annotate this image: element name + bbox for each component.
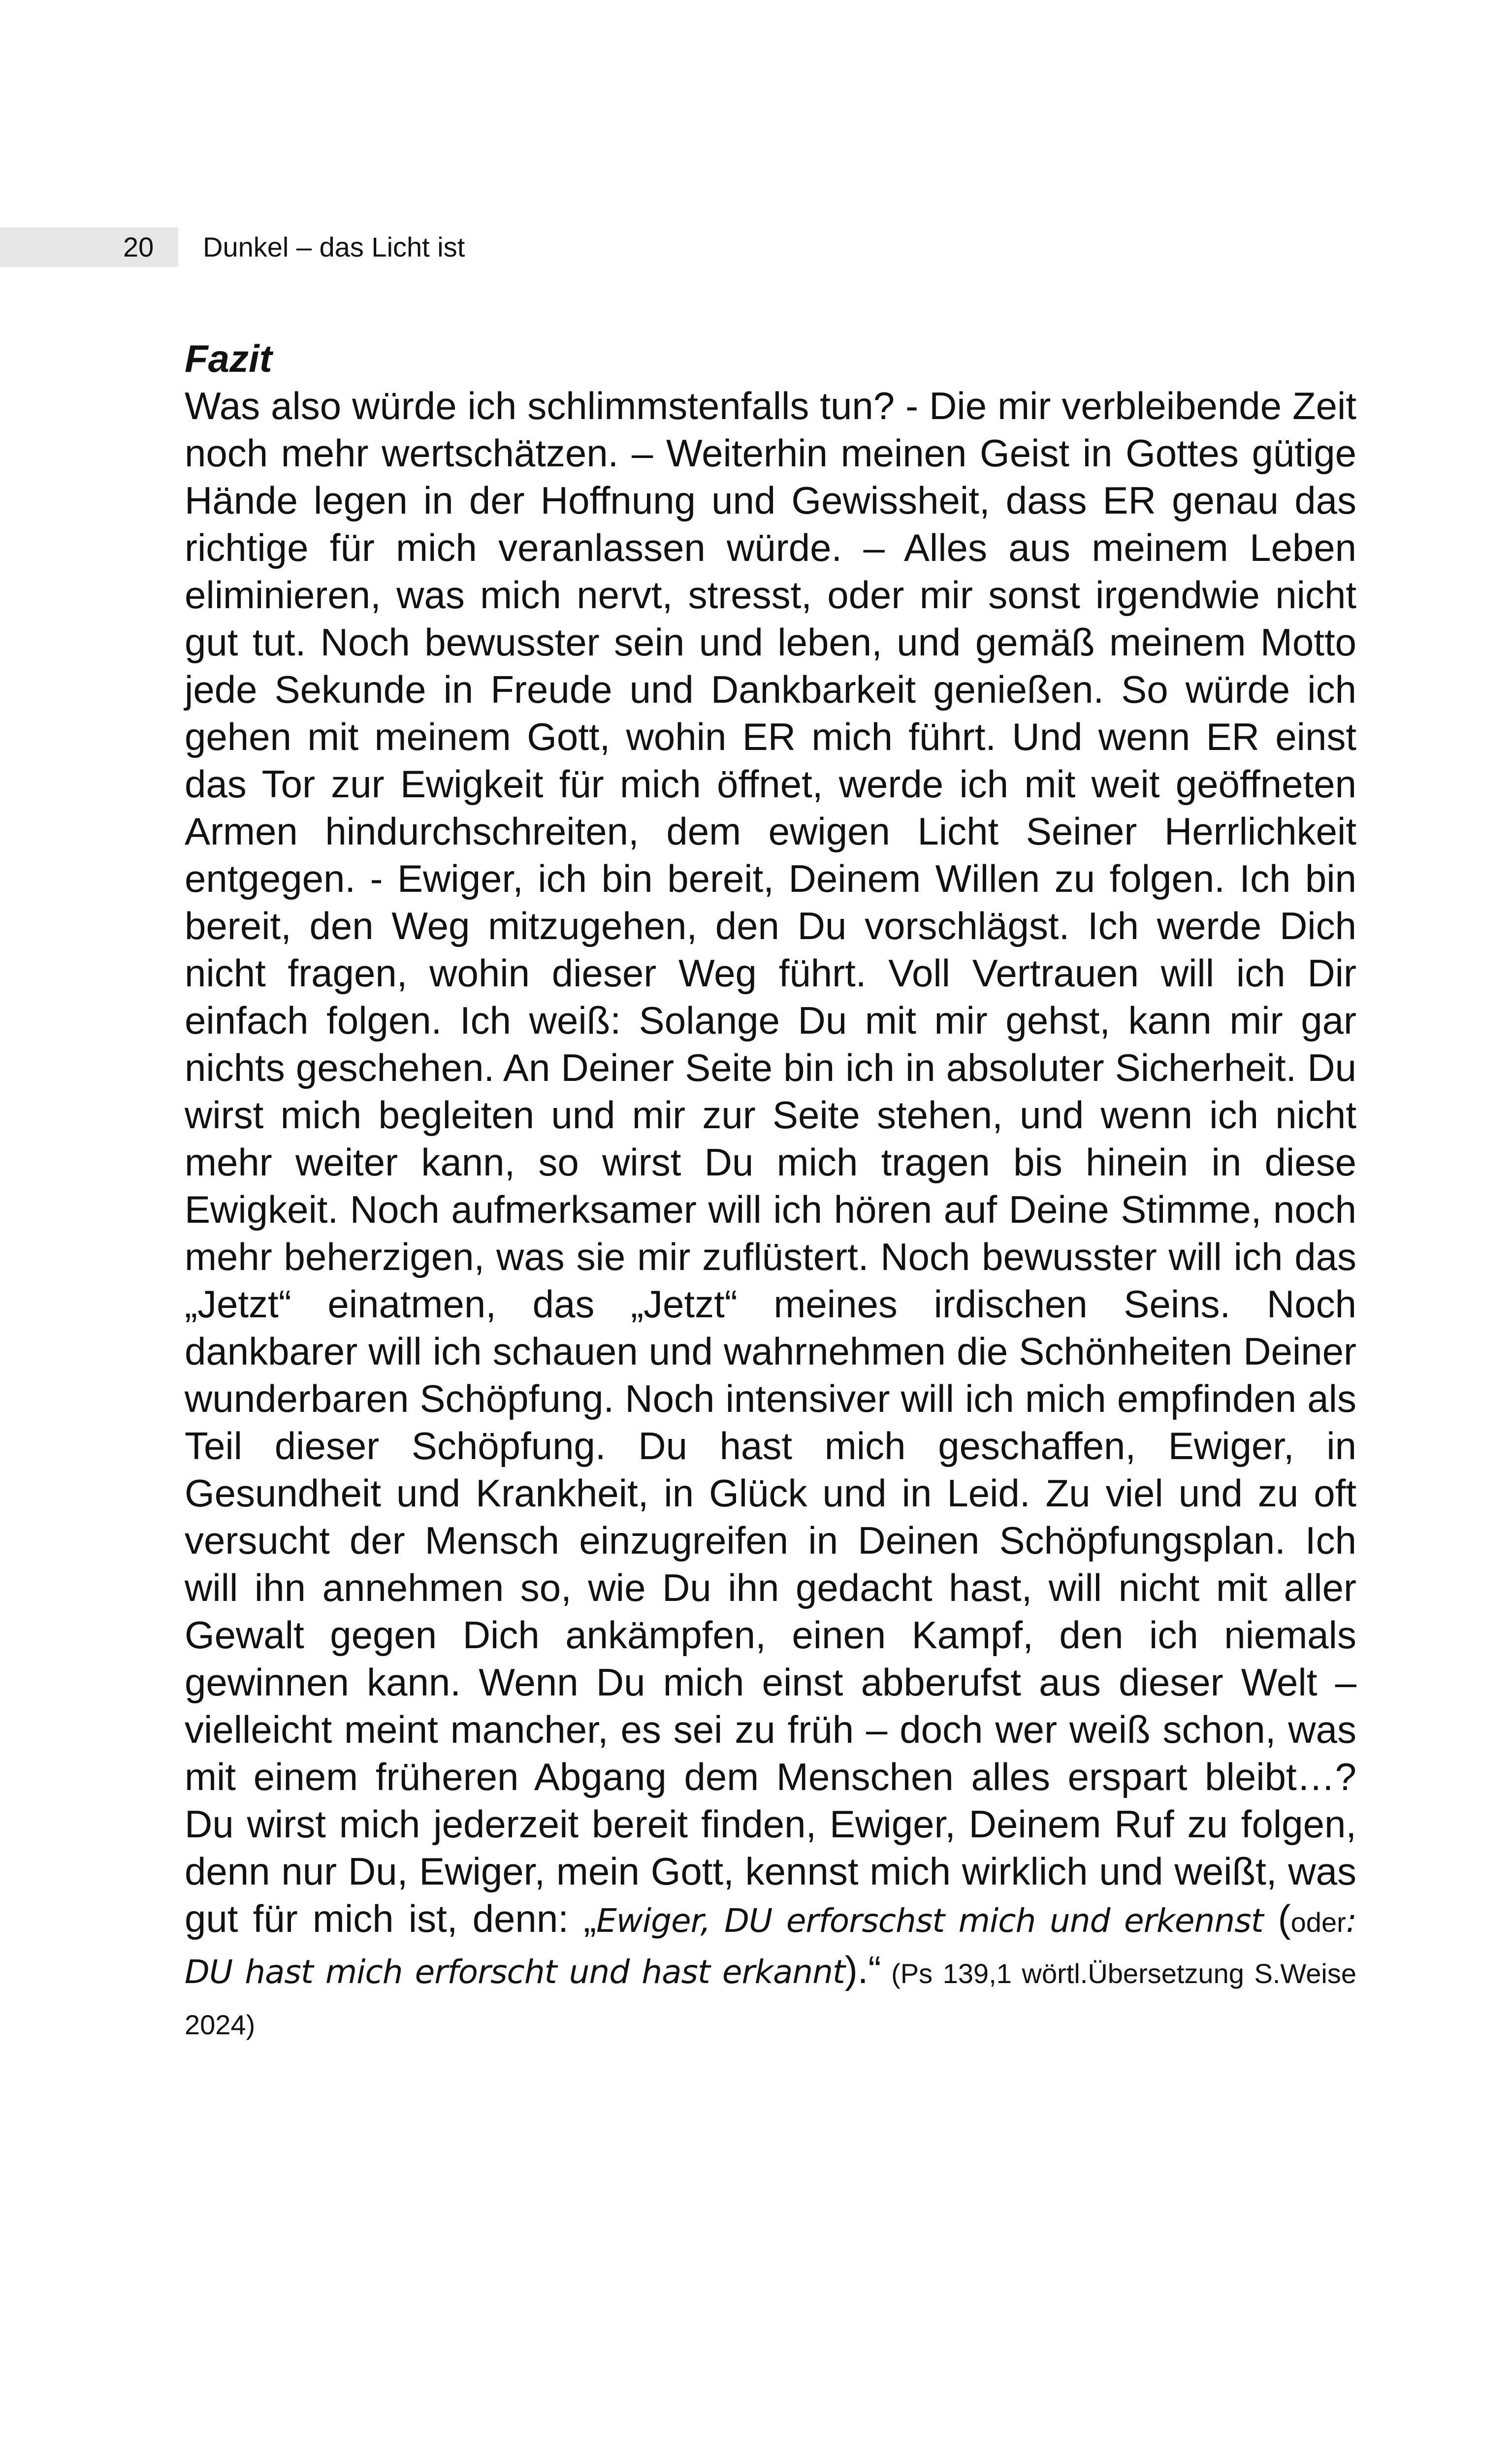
paren-close: ).“: [844, 1948, 881, 1991]
section-title: Fazit: [185, 337, 272, 380]
body-text: Was also würde ich schlimmstenfalls tun? - Die mir verbleibende Zeit noch mehr wertschätzen. – Weiterhin meinen Geist in Gottes gütige Hände legen in der Hoffnung und Gewissheit, dass ER genau das richtige für mich veranlassen würde. – Alles aus meinem Leben eliminieren, was mich nervt, stresst, oder mir sonst irgendwie nicht gut tut. Noch bewusster sein und leben, und gemäß meinem Motto jede Sekunde in Freude und Dankbarkeit genießen. So würde ich gehen mit meinem Gott, wohin ER mich führt. Und wenn ER einst das Tor zur Ewigkeit für mich öffnet, werde ich mit weit geöffneten Armen hindurchschreiten, dem ewigen Licht Seiner Herrlichkeit entgegen. - Ewiger, ich bin bereit, Deinem Willen zu folgen. Ich bin bereit, den Weg mitzugehen, den Du vorschlägst. Ich werde Dich nicht fragen, wohin dieser Weg führt. Voll Vertrauen will ich Dir einfach folgen. Ich weiß: Solange Du mit mir gehst, kann mir gar nichts geschehen. An Deiner Seite bin ich in absoluter Sicherheit. Du wirst mich begleiten und mir zur Seite stehen, und wenn ich nicht mehr weiter kann, so wirst Du mich tragen bis hinein in diese Ewigkeit. Noch aufmerksamer will ich hören auf Deine Stimme, noch mehr beherzigen, was sie mir zuflüstert. Noch bewusster will ich das „Jetzt“ einatmen, das „Jetzt“ meines irdischen Seins. Noch dankbarer will ich schauen und wahrnehmen die Schönheiten Deiner wunderbaren Schöpfung. Noch intensiver will ich mich empfinden als Teil dieser Schöpfung. Du hast mich geschaffen, Ewiger, in Gesundheit und Krankheit, in Glück und in Leid. Zu viel und zu oft versucht der Mensch einzugreifen in Deinen Schöpfungsplan. Ich will ihn annehmen so, wie Du ihn gedacht hast, will nicht mit aller Gewalt gegen Dich ankämpfen, einen Kampf, den ich niemals gewinnen kann. Wenn Du mich einst abberufst aus dieser Welt – vielleicht meint mancher, es sei zu früh – doch wer weiß schon, was mit einem früheren Abgang dem Menschen alles erspart bleibt…? Du wirst mich jederzeit bereit finden, Ewiger, Deinem Ruf zu folgen, denn nur Du, Ewiger, mein Gott, kennst mich wirklich und weißt, was gut für mich ist, denn:: [185, 384, 1356, 1940]
handwritten-quote-part-2: : DU hast mich erforscht und hast erkannt: [185, 1902, 1356, 1991]
handwritten-quote-part-1: Ewiger, DU erforschst mich und erkennst: [596, 1902, 1263, 1940]
page-content: [185, 335, 1356, 2049]
oder-word: oder: [1290, 1907, 1346, 1938]
running-head: [0, 228, 1512, 267]
citation: (Ps 139,1 wörtl.Übersetzung S.Weise 2024): [185, 1958, 1357, 2040]
running-title: Dunkel – das Licht ist: [203, 231, 465, 262]
page-number: 20: [123, 231, 154, 262]
paren-open: (: [1263, 1897, 1291, 1940]
quote-open-mark: „: [583, 1897, 597, 1940]
body-paragraph: [185, 382, 1356, 2049]
